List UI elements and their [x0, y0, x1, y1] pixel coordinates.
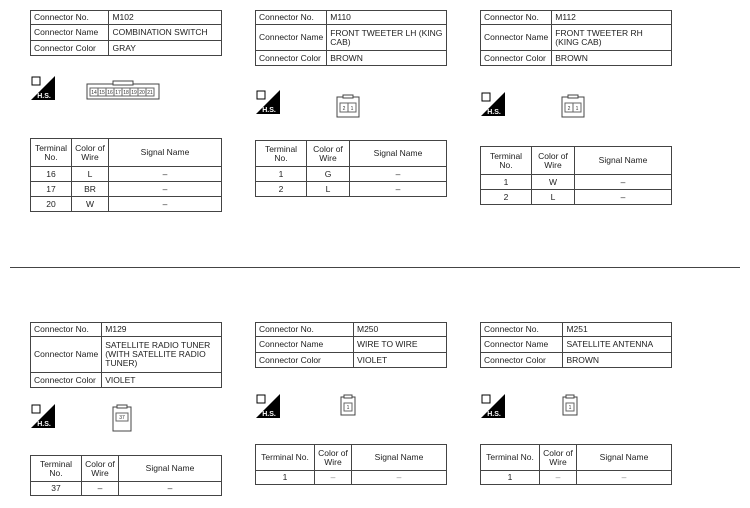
table-row: [31, 167, 222, 182]
connector-info-table: [480, 10, 672, 66]
connector-info-table: [255, 322, 447, 368]
wire-color: L: [72, 167, 109, 182]
hs-label: H.S.: [37, 93, 51, 100]
connector-no: M112: [552, 11, 672, 25]
wire-color: BR: [72, 182, 109, 197]
hs-icon: [256, 394, 280, 418]
connector-color: VIOLET: [102, 373, 222, 388]
wire-color: W: [532, 175, 575, 190]
connector-info-table: [30, 10, 222, 56]
hs-icon: [481, 92, 505, 116]
terminal-no: 1: [481, 175, 532, 190]
pin-label: 2: [567, 106, 571, 112]
connector-color: BROWN: [552, 51, 672, 66]
table-row: [31, 182, 222, 197]
pin-label: 1: [568, 405, 572, 411]
hs-icon: [256, 90, 280, 114]
connector-face-icon: [561, 94, 585, 118]
terminal-table-wrap: [30, 455, 222, 496]
table-row: [31, 197, 222, 212]
connector-block-m250: [255, 322, 447, 368]
hs-icon: [31, 404, 55, 428]
signal-name-header: Signal Name: [577, 445, 672, 471]
connector-face-icon: [336, 94, 360, 118]
terminal-table-wrap: [30, 138, 222, 212]
table-row: [481, 175, 672, 190]
pin-label: 17: [115, 90, 121, 96]
connector-name: FRONT TWEETER RH (KING CAB): [552, 25, 672, 51]
connector-face-icon: [562, 394, 578, 416]
signal-name: –: [350, 167, 447, 182]
wire-color: –: [82, 482, 119, 496]
connector-block-m102: [30, 10, 222, 56]
hs-icon: [481, 394, 505, 418]
connector-block-m251: [480, 322, 672, 368]
wire-color-header: Color of Wire: [532, 147, 575, 175]
connector-name: SATELLITE ANTENNA: [563, 337, 672, 353]
terminal-table: [480, 146, 672, 205]
terminal-no: 16: [31, 167, 72, 182]
connector-name-label: Connector Name: [31, 337, 102, 373]
connector-info-table: [480, 322, 672, 368]
connector-color-label: Connector Color: [256, 51, 327, 66]
wire-color-header: Color of Wire: [72, 139, 109, 167]
section-divider: [10, 267, 740, 268]
connector-no-label: Connector No.: [256, 323, 354, 337]
connector-name: COMBINATION SWITCH: [109, 25, 222, 41]
terminal-no: 2: [481, 190, 532, 205]
terminal-table-wrap: [480, 146, 672, 205]
connector-color-label: Connector Color: [31, 41, 109, 56]
terminal-table: [30, 138, 222, 212]
terminal-no-header: Terminal No.: [31, 456, 82, 482]
wire-color-header: Color of Wire: [315, 445, 352, 471]
connector-face-icon: [86, 80, 160, 100]
terminal-no-header: Terminal No.: [256, 141, 307, 167]
signal-name: –: [350, 182, 447, 197]
table-row: [256, 471, 447, 485]
pin-label: 37: [119, 415, 125, 421]
connector-no: M129: [102, 323, 222, 337]
terminal-no: 1: [256, 471, 315, 485]
terminal-table: [255, 140, 447, 197]
wire-color: –: [315, 471, 352, 485]
connector-name-label: Connector Name: [481, 337, 563, 353]
connector-color: GRAY: [109, 41, 222, 56]
connector-name: WIRE TO WIRE: [354, 337, 447, 353]
signal-name: –: [119, 482, 222, 496]
pin-label: 1: [575, 106, 579, 112]
table-row: [481, 471, 672, 485]
terminal-no: 20: [31, 197, 72, 212]
connector-block-m129: [30, 322, 222, 388]
signal-name: –: [352, 471, 447, 485]
terminal-table-wrap: [255, 444, 447, 485]
connector-block-m110: [255, 10, 447, 66]
connector-color: BROWN: [563, 353, 672, 368]
connector-name: FRONT TWEETER LH (KING CAB): [327, 25, 447, 51]
pin-label: 20: [139, 90, 145, 96]
connector-color-label: Connector Color: [256, 353, 354, 368]
signal-name-header: Signal Name: [119, 456, 222, 482]
connector-color-label: Connector Color: [31, 373, 102, 388]
terminal-no: 37: [31, 482, 82, 496]
terminal-no: 2: [256, 182, 307, 197]
terminal-no-header: Terminal No.: [31, 139, 72, 167]
connector-no: M102: [109, 11, 222, 25]
wire-color-header: Color of Wire: [540, 445, 577, 471]
connector-color: BROWN: [327, 51, 447, 66]
connector-no: M251: [563, 323, 672, 337]
signal-name: –: [575, 175, 672, 190]
wire-color: W: [72, 197, 109, 212]
signal-name-header: Signal Name: [109, 139, 222, 167]
wire-color: L: [532, 190, 575, 205]
connector-name-label: Connector Name: [256, 337, 354, 353]
connector-color-label: Connector Color: [481, 51, 552, 66]
hs-label: H.S.: [262, 107, 276, 114]
signal-name: –: [577, 471, 672, 485]
terminal-no: 17: [31, 182, 72, 197]
pin-label: 21: [147, 90, 153, 96]
pin-label: 1: [346, 405, 350, 411]
connector-color-label: Connector Color: [481, 353, 563, 368]
connector-no-label: Connector No.: [481, 11, 552, 25]
pin-label: 16: [107, 90, 113, 96]
connector-no-label: Connector No.: [31, 323, 102, 337]
signal-name-header: Signal Name: [352, 445, 447, 471]
pin-label: 2: [342, 106, 346, 112]
wire-color: G: [307, 167, 350, 182]
terminal-table-wrap: [480, 444, 672, 485]
connector-no-label: Connector No.: [31, 11, 109, 25]
wire-color-header: Color of Wire: [82, 456, 119, 482]
terminal-table: [480, 444, 672, 485]
connector-block-m112: [480, 10, 672, 66]
signal-name: –: [109, 167, 222, 182]
hs-label: H.S.: [262, 411, 276, 418]
table-row: [256, 167, 447, 182]
connector-face-icon: [112, 404, 132, 432]
table-row: [256, 182, 447, 197]
terminal-no: 1: [481, 471, 540, 485]
connector-name-label: Connector Name: [31, 25, 109, 41]
wire-color: –: [540, 471, 577, 485]
pin-label: 18: [123, 90, 129, 96]
terminal-no-header: Terminal No.: [256, 445, 315, 471]
wire-color: L: [307, 182, 350, 197]
hs-label: H.S.: [487, 109, 501, 116]
pin-label: 15: [99, 90, 105, 96]
pin-label: 1: [350, 106, 354, 112]
table-row: [31, 482, 222, 496]
connector-name: SATELLITE RADIO TUNER (WITH SATELLITE RADIO TUNER): [102, 337, 222, 373]
signal-name-header: Signal Name: [350, 141, 447, 167]
connector-name-label: Connector Name: [481, 25, 552, 51]
wire-color-header: Color of Wire: [307, 141, 350, 167]
hs-label: H.S.: [37, 421, 51, 428]
connector-info-table: [30, 322, 222, 388]
pin-label: 14: [91, 90, 97, 96]
signal-name: –: [109, 182, 222, 197]
signal-name: –: [575, 190, 672, 205]
table-row: [481, 190, 672, 205]
connector-no: M110: [327, 11, 447, 25]
hs-label: H.S.: [487, 411, 501, 418]
terminal-table-wrap: [255, 140, 447, 197]
terminal-no: 1: [256, 167, 307, 182]
terminal-table: [30, 455, 222, 496]
pin-label: 19: [131, 90, 137, 96]
connector-color: VIOLET: [354, 353, 447, 368]
connector-no-label: Connector No.: [481, 323, 563, 337]
terminal-no-header: Terminal No.: [481, 445, 540, 471]
connector-no: M250: [354, 323, 447, 337]
hs-icon: [31, 76, 55, 100]
signal-name-header: Signal Name: [575, 147, 672, 175]
signal-name: –: [109, 197, 222, 212]
terminal-table: [255, 444, 447, 485]
connector-name-label: Connector Name: [256, 25, 327, 51]
connector-no-label: Connector No.: [256, 11, 327, 25]
connector-face-icon: [340, 394, 356, 416]
connector-info-table: [255, 10, 447, 66]
terminal-no-header: Terminal No.: [481, 147, 532, 175]
